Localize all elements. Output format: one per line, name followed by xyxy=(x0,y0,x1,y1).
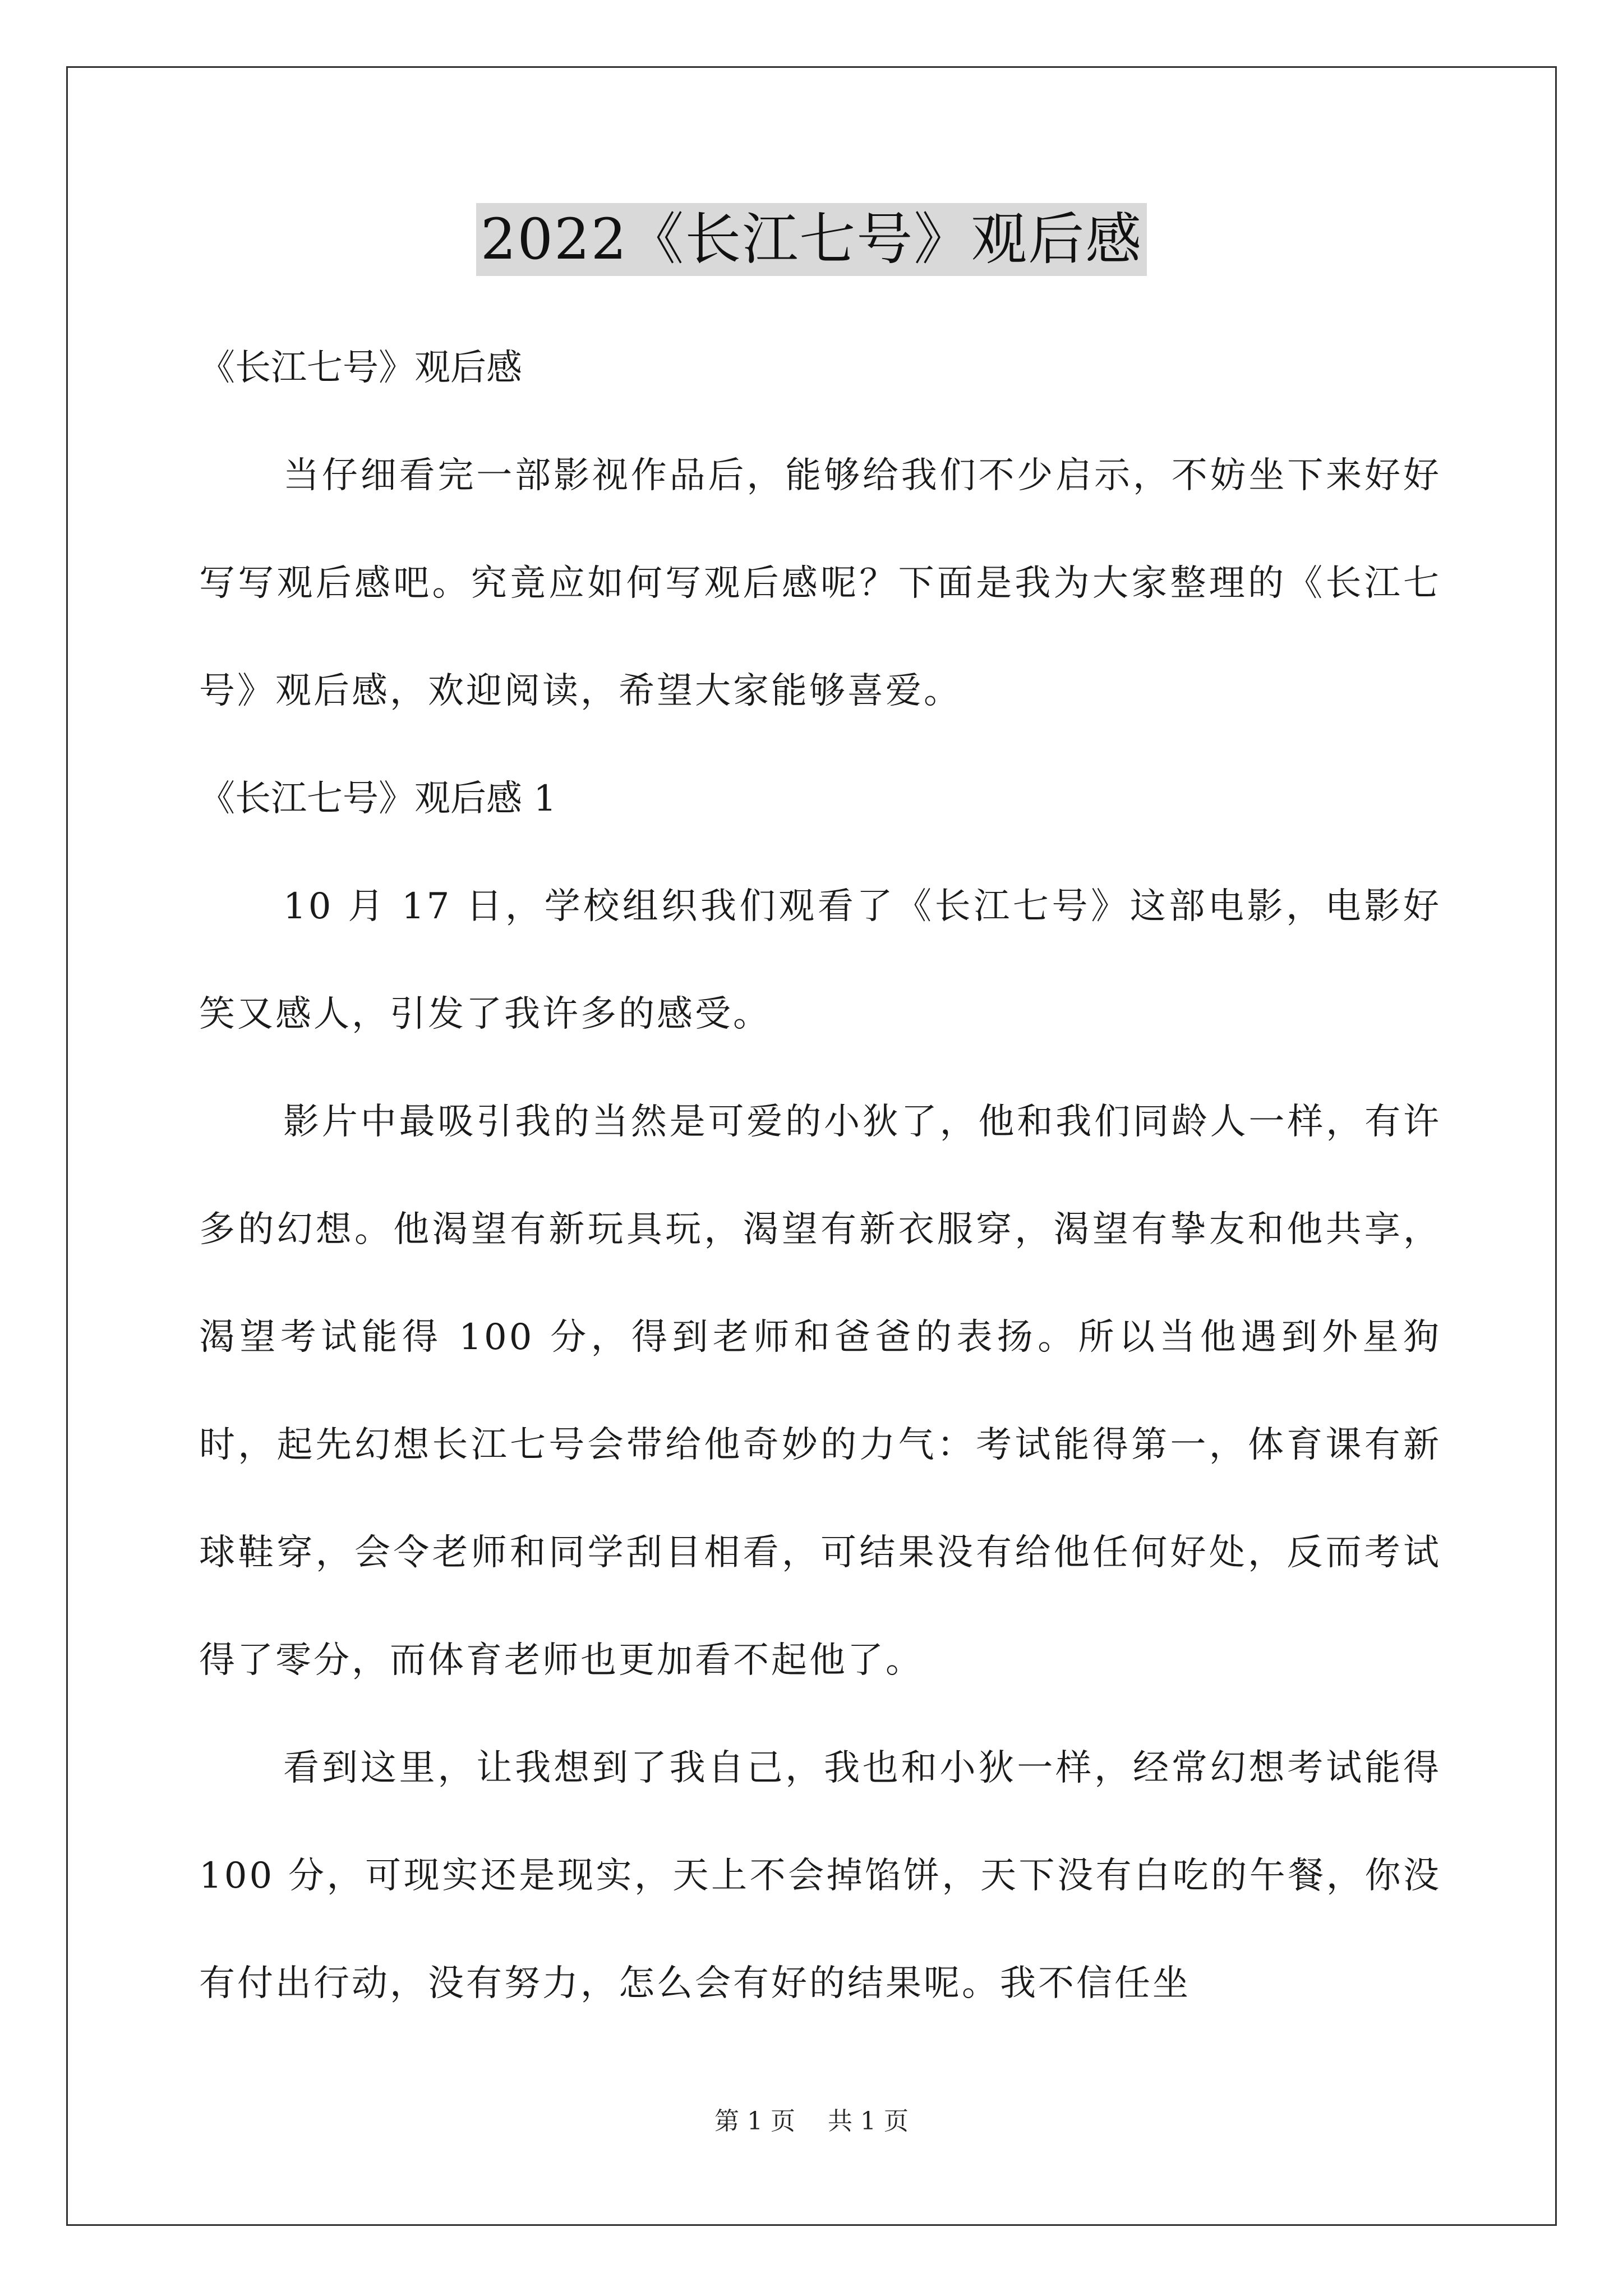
section-heading-1: 《长江七号》观后感 1 xyxy=(199,778,557,820)
paragraph-3: 看到这里，让我想到了我自己，我也和小狄一样，经常幻想考试能得 100 分，可现实还是现实，天上不会掉馅饼，天下没有白吃的午餐，你没有付出行动，没有努力，怎么会有好的结果呢。我不信任坐 xyxy=(199,1747,1441,2004)
paragraph-1: 10 月 17 日，学校组织我们观看了《长江七号》这部电影，电影好笑又感人，引发了我许多的感受。 xyxy=(199,886,1441,1035)
page-footer: 第 1 页 共 1 页 xyxy=(714,2107,909,2136)
document-body xyxy=(199,314,1441,2037)
section-heading: 《长江七号》观后感 xyxy=(199,347,522,389)
title-container xyxy=(0,203,1623,276)
document-title[interactable]: 2022《长江七号》观后感 xyxy=(476,203,1147,276)
paragraph-2: 影片中最吸引我的当然是可爱的小狄了，他和我们同龄人一样，有许多的幻想。他渴望有新玩具玩，渴望有新衣服穿，渴望有挚友和他共享，渴望考试能得 100 分，得到老师和爸爸的表扬。所以当他遇到外星狗时，起先幻想长江七号会带给他奇妙的力气：考试能得第一，体育课有新球鞋穿，会令老师和同学刮目相看，可结果没有给他任何好处，反而考试得了零分，而体育老师也更加看不起他了。 xyxy=(199,1101,1441,1681)
paragraph-intro: 当仔细看完一部影视作品后，能够给我们不少启示，不妨坐下来好好写写观后感吧。究竟应如何写观后感呢？下面是我为大家整理的《长江七号》观后感，欢迎阅读，希望大家能够喜爱。 xyxy=(199,455,1441,712)
